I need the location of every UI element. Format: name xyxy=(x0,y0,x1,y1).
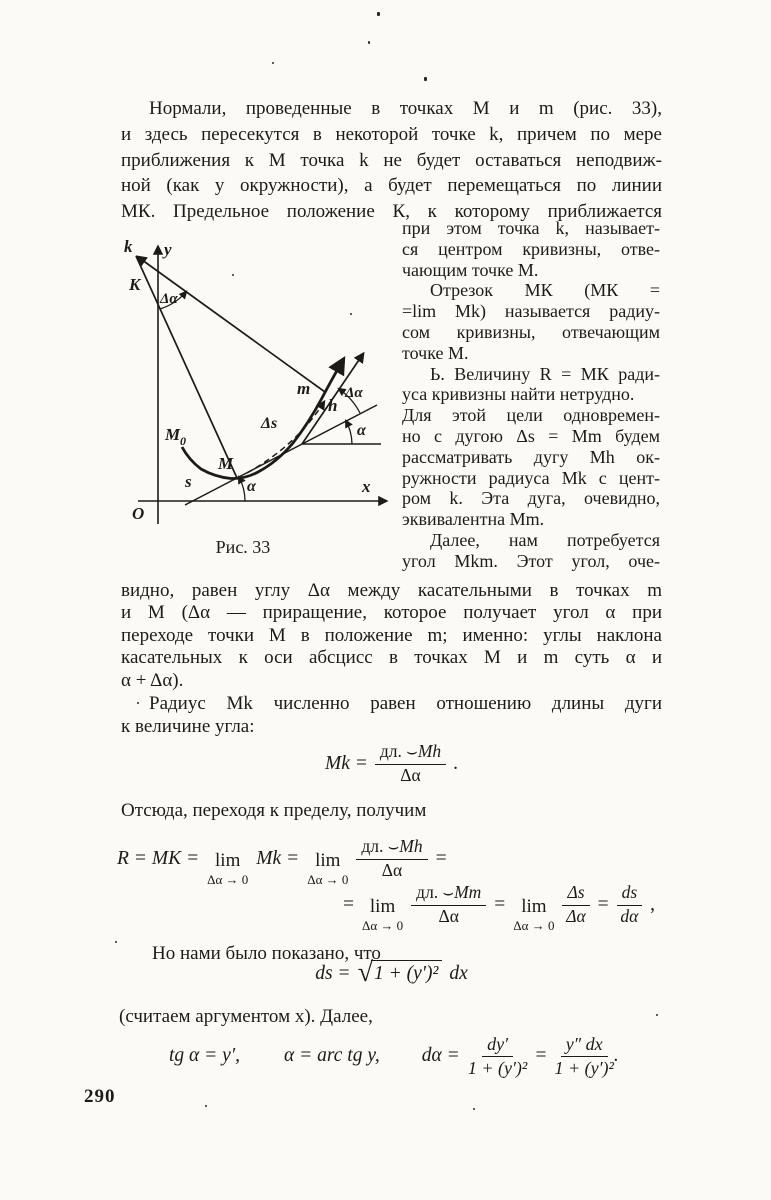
text-line: МК. Предельное положение К, к которому приближается xyxy=(121,201,662,223)
arc-tg: α = arc tg y, xyxy=(283,1045,380,1067)
page-number: 290 xyxy=(84,1086,116,1107)
formula-end-punct: . xyxy=(613,1045,619,1067)
lim-subscript: Δα → 0 xyxy=(362,917,404,933)
dx-factor: dx xyxy=(449,963,468,984)
text-line: эквивалентна Mm. xyxy=(402,509,545,530)
text-line: Для этой цели одновремен- xyxy=(402,405,660,426)
label-M: M xyxy=(218,454,234,473)
dy-prime: dy′ xyxy=(482,1034,513,1057)
equals-sign: = xyxy=(435,848,447,869)
text-line: ружности радиуса Mk с цент- xyxy=(402,467,660,488)
equals-sign: = xyxy=(494,894,506,915)
fraction-ds-dalpha xyxy=(562,883,589,926)
arc-length-label: дл. ⌣ xyxy=(379,741,418,761)
formula-mk xyxy=(121,742,662,785)
text-line: точке М. xyxy=(402,342,469,363)
equals-sign: = xyxy=(343,894,354,915)
label-alpha-at-M: α xyxy=(247,478,256,495)
label-y: y xyxy=(164,240,172,259)
text-line: уса кривизны найти нетрудно. xyxy=(402,384,635,405)
equals-sign: = xyxy=(597,894,609,915)
text-line: ся центром кривизны, отве- xyxy=(402,238,660,259)
text-line: к величине угла: xyxy=(121,716,255,737)
label-h: h xyxy=(328,396,338,415)
text-line: Радиус Mk численно равен отношению длины дуги xyxy=(149,693,662,714)
eq-lead: R = MK = xyxy=(117,848,200,869)
dalpha-lhs: dα = xyxy=(421,1045,460,1067)
one-plus-y-prime-sq: 1 + (y′)² xyxy=(467,1058,528,1079)
arc-Mh: Mh xyxy=(399,836,423,857)
arc-Mm: Mm xyxy=(454,882,482,903)
radical-sign-icon: √ xyxy=(357,957,373,988)
arc-length-label: дл. ⌣ xyxy=(416,882,455,903)
alpha-arc-at-M xyxy=(239,477,245,501)
label-M0-sub: 0 xyxy=(180,434,186,448)
lim-subscript: Δα → 0 xyxy=(513,917,555,933)
curvature-diagram xyxy=(105,231,405,531)
normal-m-to-k xyxy=(138,257,325,392)
figure-caption: Рис. 33 xyxy=(215,537,271,557)
text-line: Нормали, проведенные в точках М и m (рис. 33), xyxy=(149,98,662,119)
radicand: 1 + (y′)² xyxy=(371,960,442,985)
right-column-text xyxy=(402,218,660,572)
delta-alpha-denominator: Δα xyxy=(438,906,459,926)
label-m: m xyxy=(297,379,311,398)
sentence-otsyuda: Отсюда, переходя к пределу, получим xyxy=(121,800,427,821)
fraction-arc-Mh xyxy=(356,837,427,880)
arc-Mh: Mh xyxy=(417,741,442,761)
sentence-schitaem: (считаем аргументом x). Далее, xyxy=(119,1006,373,1027)
text-line: касательных к оси абсцисс в точках М и m суть α и xyxy=(121,647,662,669)
text-line: рассматривать дугу Mh ок- xyxy=(402,446,660,467)
scan-speck xyxy=(137,702,139,704)
label-M0: M xyxy=(165,425,181,444)
scan-speck xyxy=(350,313,352,315)
label-O: O xyxy=(132,504,145,523)
label-delta-alpha-at-k: Δα xyxy=(160,291,178,307)
delta-alpha-denominator: Δα xyxy=(381,860,403,880)
equation-end-punct: , xyxy=(650,894,655,915)
tg-alpha: tg α = y′, xyxy=(169,1045,240,1067)
fraction-derivative xyxy=(617,883,643,926)
fraction-dy-prime xyxy=(468,1034,527,1078)
text-line: α + Δα). xyxy=(121,669,184,691)
delta-alpha-denominator: Δα xyxy=(400,764,421,785)
text-line: ром k. Эта дуга, очевидно, xyxy=(402,488,660,509)
arc-length-label: дл. ⌣ xyxy=(361,836,400,857)
label-s: s xyxy=(185,472,192,491)
text-line: Далее, нам потребуется xyxy=(430,529,660,550)
radical xyxy=(357,957,443,988)
paragraph-normals xyxy=(121,96,662,225)
formula-mk-fraction xyxy=(375,742,446,785)
eq-mid: Mk = xyxy=(256,848,300,869)
equation-line-1 xyxy=(117,836,665,887)
lim-word: lim xyxy=(215,849,241,871)
equals-sign: = xyxy=(534,1045,548,1067)
text-line: и здесь пересекутся в некоторой точке k, причем по мере xyxy=(121,123,662,145)
scan-speck xyxy=(473,1108,475,1110)
text-line: приближения к М точка k не будет оставаться неподвиж- xyxy=(121,149,662,171)
tangent-at-M xyxy=(185,405,377,505)
label-k: k xyxy=(124,237,133,256)
alpha-arc-at-V xyxy=(346,421,352,444)
limit-operator xyxy=(513,897,554,932)
scan-speck xyxy=(205,1105,207,1107)
formula-derivatives xyxy=(121,1034,662,1078)
text-line: но с дугою Δs = Mm будем xyxy=(402,425,660,446)
one-plus-y-prime-sq: 1 + (y′)² xyxy=(554,1058,614,1079)
paragraph-radius xyxy=(121,692,662,738)
scan-speck xyxy=(368,41,370,44)
dalpha: dα xyxy=(620,906,639,926)
text-line: ной (как у окружности), а будет перемещаться по линии xyxy=(121,175,662,197)
delta-s: Δs xyxy=(562,883,589,906)
delta-alpha-denominator: Δα xyxy=(566,906,586,926)
formula-mk-lhs: Mk = xyxy=(324,752,368,774)
lim-subscript: Δα → 0 xyxy=(307,871,349,887)
text-line: =lim Mk) называется радиу- xyxy=(402,301,660,322)
text-line: угол Mkm. Этот угол, оче- xyxy=(402,550,660,571)
lim-word: lim xyxy=(315,849,341,871)
equation-line-2 xyxy=(343,882,665,933)
scan-speck xyxy=(272,62,274,64)
text-line: сом кривизны, отвечающим xyxy=(402,321,660,342)
label-x: x xyxy=(362,477,371,496)
text-line: переходе точки М в положение m; именно: углы наклона xyxy=(121,624,662,646)
text-line: Отрезок МК (МК = xyxy=(430,280,660,301)
limit-operator xyxy=(207,851,248,886)
paragraph-angle xyxy=(121,580,662,692)
limit-operator xyxy=(362,897,403,932)
scan-speck xyxy=(377,12,380,16)
lim-word: lim xyxy=(521,895,547,917)
limit-operator xyxy=(307,851,348,886)
formula-mk-period: . xyxy=(453,752,459,774)
scan-speck xyxy=(115,941,117,943)
sentence-no-nami: Но нами было показано, что xyxy=(152,943,381,964)
ds-lhs: ds = xyxy=(315,963,351,984)
lim-subscript: Δα → 0 xyxy=(207,871,249,887)
scan-speck xyxy=(656,1014,658,1016)
text-line: чающим точке М. xyxy=(402,259,539,280)
formula-ds xyxy=(121,957,662,988)
label-delta-alpha-at-V: Δα xyxy=(345,385,363,401)
figure-33-diagram xyxy=(105,231,405,531)
label-alpha-at-V: α xyxy=(357,422,366,439)
label-K: K xyxy=(129,275,141,294)
formula-limit-equation xyxy=(117,836,665,933)
text-line: видно, равен углу Δα между касательными в точках m xyxy=(121,580,662,601)
text-line: при этом точка k, называет- xyxy=(402,218,660,238)
y-second-dx: y″ dx xyxy=(561,1034,608,1057)
text-line: Ь. Величину R = МК ради- xyxy=(430,363,660,384)
fraction-arc-Mm xyxy=(411,883,486,926)
label-delta-s: Δs xyxy=(261,415,278,432)
ds: ds xyxy=(617,883,643,906)
scan-speck xyxy=(424,77,427,81)
lim-word: lim xyxy=(369,895,396,917)
normal-M-to-k xyxy=(136,256,237,478)
scan-speck xyxy=(232,274,234,276)
text-line: и М (Δα — приращение, которое получает угол α при xyxy=(121,602,662,624)
fraction-y-second xyxy=(554,1034,613,1078)
